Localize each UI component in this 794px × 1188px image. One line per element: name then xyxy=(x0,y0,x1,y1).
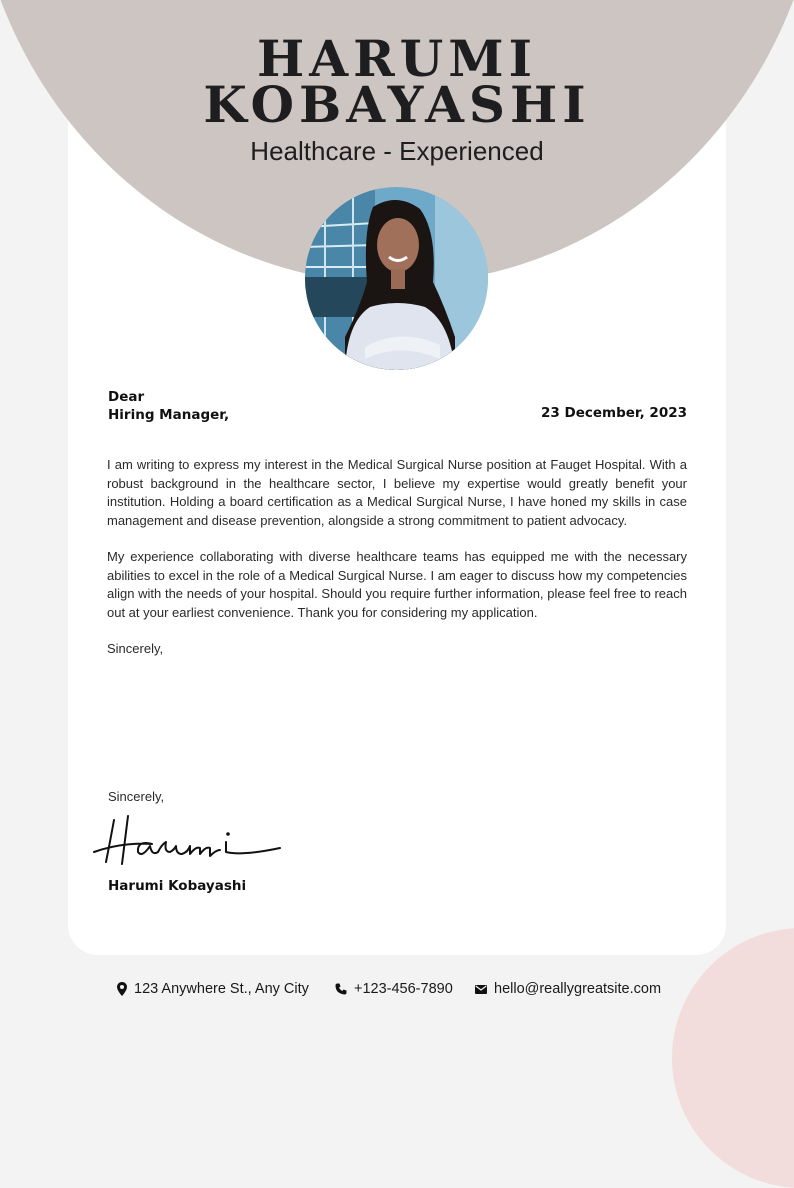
letter-date: 23 December, 2023 xyxy=(541,405,687,421)
paragraph-2: My experience collaborating with diverse healthcare teams has equipped me with the necessary abilities to excel in the role of a Medical Surgical Nurse. I am eager to discuss how my competencies align with the needs of your hospital. Should you require further information, please feel free to reach out at your earliest convenience. Thank you for considering my application. xyxy=(107,549,687,620)
closing-inline: Sincerely, xyxy=(107,641,164,656)
salutation xyxy=(108,388,229,424)
address-text: 123 Anywhere St., Any City xyxy=(134,981,309,997)
paragraph-1: I am writing to express my interest in the Medical Surgical Nurse position at Fauget Hospital. With a robust background in the healthcare sector, I believe my expertise would greatly benefit your institution. Holding a board certification as a Medical Surgical Nurse, I have honed my skills in case management and disease prevention, alongside a strong commitment to patient advocacy. xyxy=(107,457,687,528)
footer-phone[interactable] xyxy=(335,981,453,997)
name-line-2: KOBAYASHI xyxy=(203,75,591,134)
closing: Sincerely, xyxy=(108,789,165,804)
salutation-line-2: Hiring Manager, xyxy=(108,407,230,423)
letter-body xyxy=(107,456,687,677)
signer-name: Harumi Kobayashi xyxy=(108,878,247,894)
profile-photo xyxy=(305,187,488,370)
phone-icon xyxy=(335,983,347,995)
salutation-line-1: Dear xyxy=(108,389,145,405)
contact-footer xyxy=(0,981,794,1001)
applicant-name xyxy=(0,29,794,134)
email-text: hello@reallygreatsite.com xyxy=(494,981,662,997)
handwritten-signature xyxy=(92,812,292,874)
name-line-1: HARUMI xyxy=(257,29,537,88)
footer-email[interactable] xyxy=(475,981,661,997)
decorative-circle xyxy=(672,928,794,1188)
email-icon xyxy=(475,985,487,994)
footer-address xyxy=(117,981,309,997)
location-pin-icon xyxy=(117,982,127,996)
phone-text: +123-456-7890 xyxy=(354,981,453,997)
job-title: Healthcare - Experienced xyxy=(250,136,544,166)
